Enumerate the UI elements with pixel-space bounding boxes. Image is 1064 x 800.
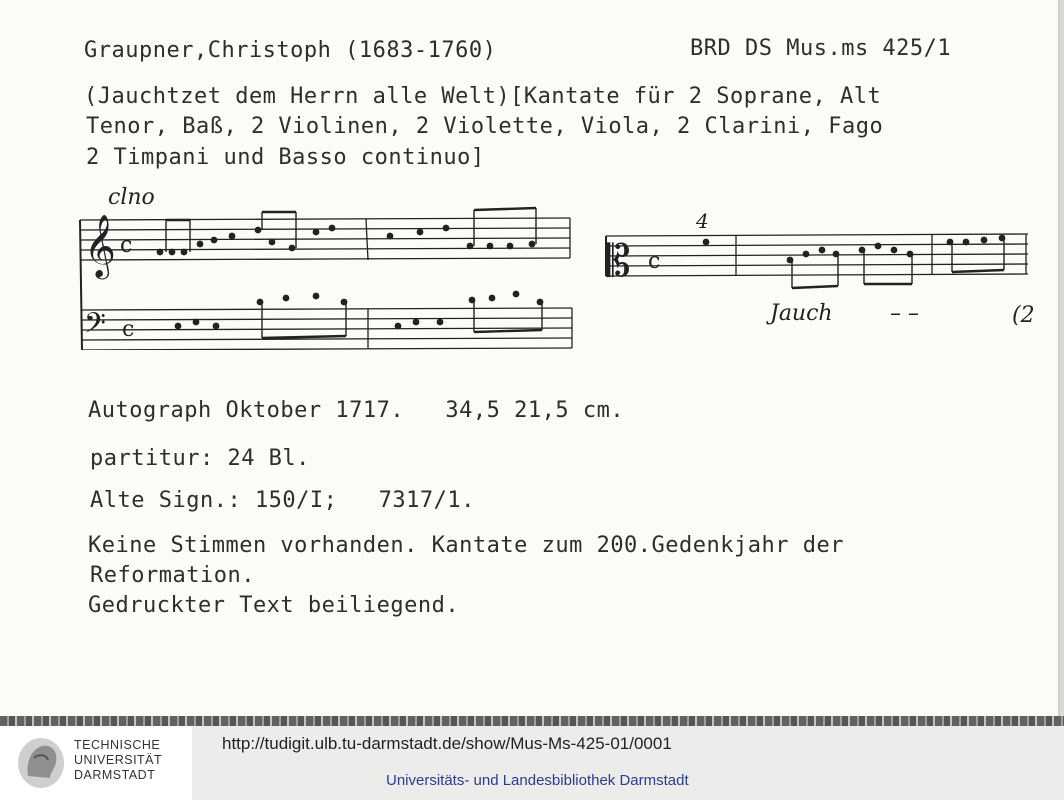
note-line-3: Gedruckter Text beiliegend. <box>88 593 460 618</box>
incipit-lyric-dashes: – – <box>890 301 919 326</box>
incipit-instrument-label: clno <box>108 185 155 210</box>
next-card-edge <box>0 716 1064 726</box>
athena-head-icon <box>16 736 66 790</box>
svg-text:𝄞: 𝄞 <box>84 214 116 277</box>
svg-text:c: c <box>120 233 133 258</box>
note-line-1: Keine Stimmen vorhanden. Kantate zum 200.Gedenkjahr der <box>88 533 844 558</box>
incipit-lyric-end: (2 <box>1012 303 1035 328</box>
tu-darmstadt-logo <box>0 726 192 800</box>
shelfmark: BRD DS Mus.ms 425/1 <box>690 36 952 61</box>
permalink-url[interactable]: http://tudigit.ulb.tu-darmstadt.de/show/Mus-Ms-425-01/0001 <box>222 734 672 753</box>
incipit-lyric: Jauch <box>770 301 833 326</box>
title-line-2: Tenor, Baß, 2 Violinen, 2 Violette, Viola, 2 Clarini, Fago <box>86 114 884 139</box>
library-name-link[interactable]: Universitäts- und Landesbibliothek Darmstadt <box>386 772 689 789</box>
svg-text:c: c <box>122 317 135 342</box>
old-signature-line: Alte Sign.: 150/I; 7317/1. <box>90 488 475 513</box>
composer-heading: Graupner,Christoph (1683-1760) <box>84 38 497 63</box>
partitur-line: partitur: 24 Bl. <box>90 446 310 471</box>
svg-text:𝄡: 𝄡 <box>606 236 631 287</box>
title-line-1: (Jauchtzet dem Herrn alle Welt)[Kantate für 2 Soprane, Alt <box>84 84 882 109</box>
title-line-3: 2 Timpani und Basso continuo] <box>86 145 485 170</box>
note-line-2: Reformation. <box>90 563 255 588</box>
autograph-line: Autograph Oktober 1717. 34,5 21,5 cm. <box>88 398 625 423</box>
svg-text:c: c <box>648 249 661 274</box>
footer-bar <box>0 726 1064 800</box>
music-incipit <box>0 180 1060 350</box>
svg-text:𝄢: 𝄢 <box>84 307 106 347</box>
incipit-measure-number: 4 <box>696 209 709 233</box>
logo-text: TECHNISCHE UNIVERSITÄT DARMSTADT <box>74 738 163 782</box>
